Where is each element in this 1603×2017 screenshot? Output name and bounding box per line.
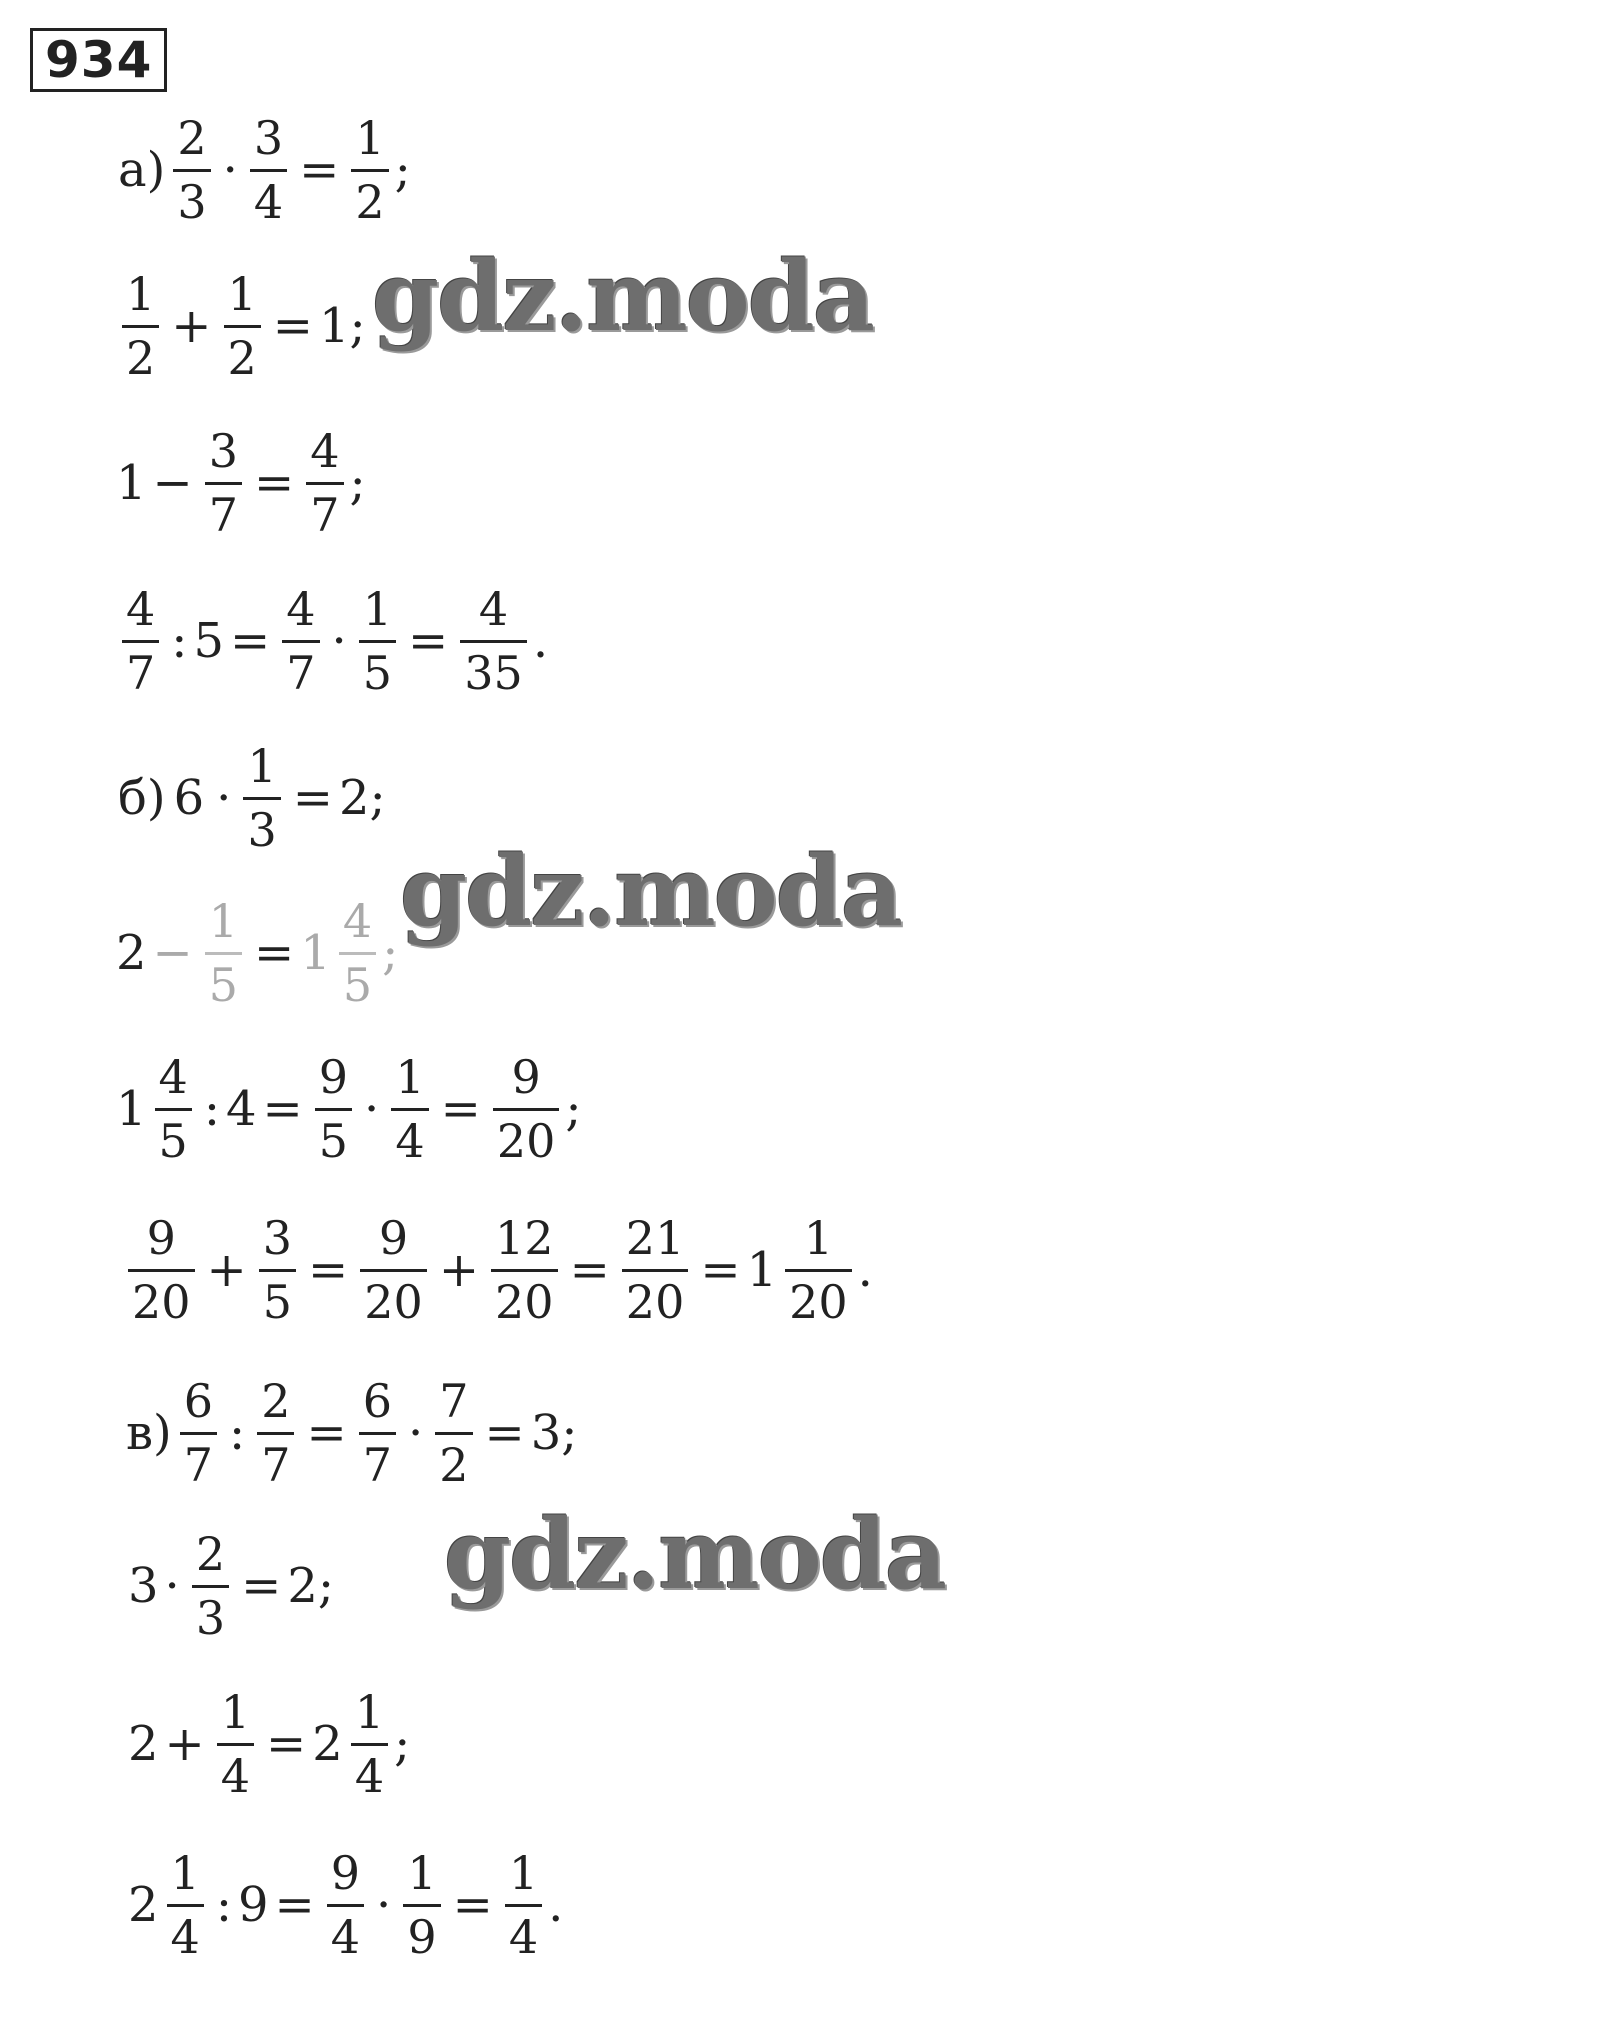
equation-b3: 1 $\frac{4}{5}$ : 4 = $\frac{9}{5}$ · $\frac{1}{4}$ = $\frac{9}{20}$ ; <box>116 1050 582 1168</box>
fraction: $\frac{3}{5}$ <box>259 1212 296 1329</box>
fraction: $\frac{9}{20}$ <box>360 1212 427 1329</box>
equation-v4: 2 $\frac{1}{4}$ : 9 = $\frac{9}{4}$ · $\frac{1}{9}$ = $\frac{1}{4}$ . <box>128 1846 564 1964</box>
watermark-3: gdz.moda <box>444 1498 946 1611</box>
fraction: $\frac{2}{3}$ <box>192 1528 229 1645</box>
fraction: $\frac{1}{4}$ <box>391 1051 428 1168</box>
watermark-1: gdz.moda <box>372 240 874 353</box>
equation-b2: 2 − $\frac{1}{5}$ = 1 $\frac{4}{5}$ ; <box>116 894 399 1012</box>
fraction: $\frac{1}{4}$ <box>505 1847 542 1964</box>
fraction: $\frac{3}{7}$ <box>205 425 242 542</box>
fraction: $\frac{1}{5}$ <box>205 895 242 1012</box>
equation-a3: 1 − $\frac{3}{7}$ = $\frac{4}{7}$ ; <box>116 424 366 542</box>
fraction: $\frac{6}{7}$ <box>180 1375 217 1492</box>
fraction: $\frac{4}{7}$ <box>282 583 319 700</box>
fraction: $\frac{1}{2}$ <box>122 268 159 385</box>
mixed-number: 2 $\frac{1}{4}$ <box>312 1686 394 1803</box>
equation-v1: в) $\frac{6}{7}$ : $\frac{2}{7}$ = $\frac{6}{7}$ · $\frac{7}{2}$ = 3; <box>126 1374 578 1492</box>
mixed-number: 1 $\frac{4}{5}$ <box>116 1051 198 1168</box>
part-label-a: а) <box>118 142 166 199</box>
fraction: $\frac{9}{20}$ <box>128 1212 195 1329</box>
fraction: $\frac{3}{4}$ <box>250 112 287 229</box>
fraction: $\frac{9}{4}$ <box>327 1847 364 1964</box>
equation-v3: 2 + $\frac{1}{4}$ = 2 $\frac{1}{4}$ ; <box>128 1685 411 1803</box>
equation-v2: 3 · $\frac{2}{3}$ = 2; <box>128 1527 335 1645</box>
mixed-number: 1 $\frac{1}{20}$ <box>747 1212 858 1329</box>
mixed-number: 1 $\frac{4}{5}$ <box>300 895 382 1012</box>
part-label-v: в) <box>126 1405 172 1462</box>
equation-a4: $\frac{4}{7}$ : 5 = $\frac{4}{7}$ · $\frac{1}{5}$ = $\frac{4}{35}$ . <box>116 583 548 700</box>
fraction: $\frac{21}{20}$ <box>622 1212 689 1329</box>
fraction: $\frac{12}{20}$ <box>491 1212 558 1329</box>
fraction: $\frac{1}{9}$ <box>403 1847 440 1964</box>
equation-a2: $\frac{1}{2}$ + $\frac{1}{2}$ = 1; <box>116 268 366 385</box>
mixed-number: 2 $\frac{1}{4}$ <box>128 1847 210 1964</box>
fraction: $\frac{6}{7}$ <box>359 1375 396 1492</box>
fraction: $\frac{1}{2}$ <box>224 268 261 385</box>
part-label-b: б) <box>118 770 166 827</box>
fraction: $\frac{9}{5}$ <box>315 1051 352 1168</box>
fraction: $\frac{9}{20}$ <box>493 1051 560 1168</box>
fraction: $\frac{1}{4}$ <box>217 1686 254 1803</box>
fraction: $\frac{1}{2}$ <box>351 112 388 229</box>
fraction: $\frac{1}{5}$ <box>359 583 396 700</box>
equation-b1: б) 6 · $\frac{1}{3}$ = 2; <box>118 739 386 857</box>
equation-a1: а) $\frac{2}{3}$ · $\frac{3}{4}$ = $\frac{1}{2}$ ; <box>118 111 411 229</box>
watermark-2: gdz.moda <box>400 835 902 948</box>
fraction: $\frac{4}{35}$ <box>460 583 527 700</box>
fraction: $\frac{4}{7}$ <box>306 425 343 542</box>
fraction: $\frac{2}{3}$ <box>173 112 210 229</box>
problem-number: 934 <box>30 28 167 92</box>
fraction: $\frac{4}{7}$ <box>122 583 159 700</box>
equation-b4: $\frac{9}{20}$ + $\frac{3}{5}$ = $\frac{9}{20}$ + $\frac{12}{20}$ = $\frac{21}{20}$ = 1 $\frac{1}{20}$ . <box>122 1212 873 1329</box>
fraction: $\frac{7}{2}$ <box>435 1375 472 1492</box>
fraction: $\frac{2}{7}$ <box>257 1375 294 1492</box>
fraction: $\frac{1}{3}$ <box>243 740 280 857</box>
